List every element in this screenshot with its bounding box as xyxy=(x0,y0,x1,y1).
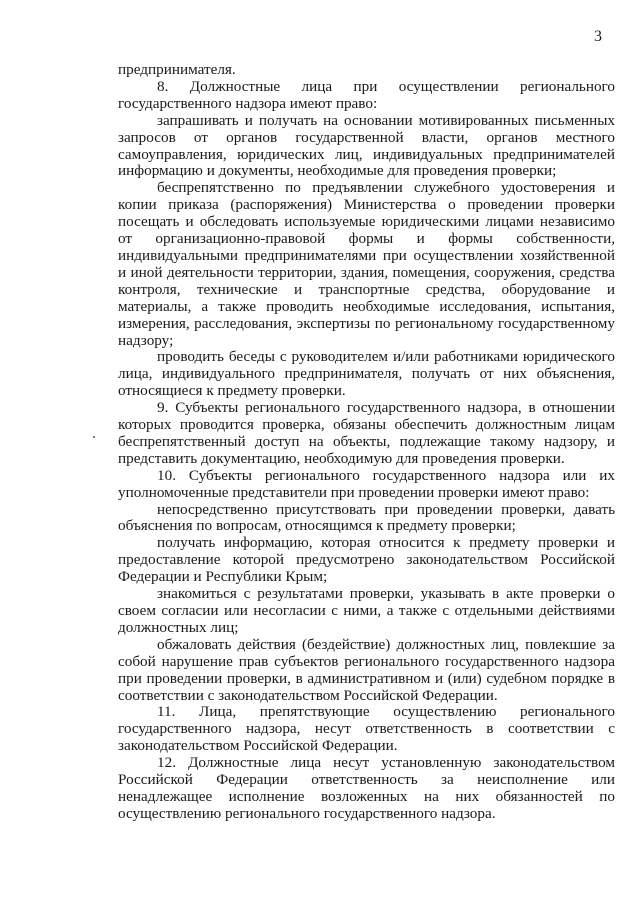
paragraph-continuation: предпринимателя. xyxy=(118,61,236,78)
paragraph-item-10: 10. Субъекты регионального государственного надзора или их уполномоченные представители при проведении проверки имеют право: xyxy=(118,466,615,501)
paragraph-right-conduct-interviews: проводить беседы с руководителем и/или работниками юридического лица, индивидуального предпринимателя, получать от них объяснения, относящиеся к предмету проверки. xyxy=(118,348,615,400)
paragraph-item-9: 9. Субъекты регионального государственного надзора, в отношении которых проводится проверка, обязаны обеспечить должностным лицам беспрепятственный доступ на объекты, подлежащие такому надзору, и представить документацию, необходимую для проведения проверки. xyxy=(118,399,615,467)
document-body xyxy=(118,62,615,823)
paragraph-right-receive-info: получать информацию, которая относится к предмету проверки и предоставление которой предусмотрено законодательством Российской Федерации и Республики Крым; xyxy=(118,534,615,586)
paragraph-right-inspect-premises: беспрепятственно по предъявлении служебного удостоверения и копии приказа (распоряжения) Министерства о проведении проверки посещать и обследовать используемые юридическими лицами независимо от организационно-правовой формы и формы собственности, индивидуальными предпринимателями при осуществлении хозяйственной и иной деятельности территории, здания, помещения, сооружения, средства контроля, технические и транспортные средства, оборудование и материалы, а также проводить необходимые исследования, испытания, измерения, расследования, экспертизы по региональному государственному надзору; xyxy=(118,179,615,349)
paragraph-right-request-info: запрашивать и получать на основании мотивированных письменных запросов от органов государственной власти, органов местного самоуправления, юридических лиц, индивидуальных предпринимателей информацию и документы, необходимые для проведения проверки; xyxy=(118,111,615,180)
scan-speck xyxy=(93,436,95,438)
paragraph-item-11: 11. Лица, препятствующие осуществлению регионального государственного надзора, несут ответственность в соответствии с законодательством Российской Федерации. xyxy=(118,703,615,755)
paragraph-right-be-present: непосредственно присутствовать при проведении проверки, давать объяснения по вопросам, относящимся к предмету проверки; xyxy=(118,500,615,535)
paragraph-item-12: 12. Должностные лица несут установленную законодательством Российской Федерации ответственность за неисполнение или ненадлежащее исполнение возложенных на них обязанностей по осуществлению регионального государственного надзора. xyxy=(118,754,615,822)
paragraph-right-review-results: знакомиться с результатами проверки, указывать в акте проверки о своем согласии или несогласии с ними, а также с отдельными действиями должностных лиц; xyxy=(118,585,615,636)
paragraph-right-appeal: обжаловать действия (бездействие) должностных лиц, повлекшие за собой нарушение прав субъектов регионального государственного надзора при проведении проверки, в административном и (или) судебном порядке в соответствии с законодательством Российской Федерации. xyxy=(118,635,615,704)
page-number: 3 xyxy=(594,28,602,45)
paragraph-item-8: 8. Должностные лица при осуществлении регионального государственного надзора имеют право: xyxy=(118,77,615,112)
